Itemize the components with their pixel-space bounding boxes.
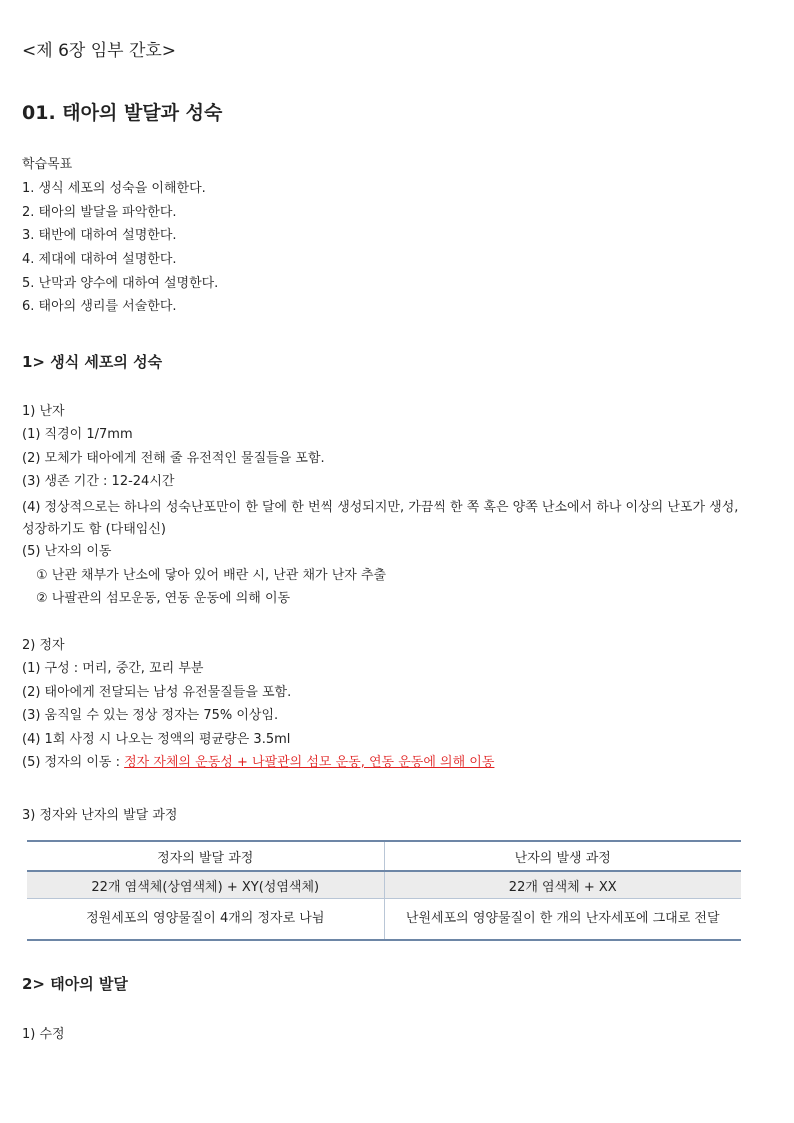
- subsection-title: 2> 태아의 발달: [22, 975, 128, 993]
- objective-item: 1. 생식 세포의 성숙을 이해한다.: [22, 181, 206, 196]
- table-cell: 22개 염색체 + XX: [384, 871, 741, 899]
- table-cell: 정원세포의 영양물질이 4개의 정자로 나뉨: [27, 899, 384, 941]
- section-title: 01. 태아의 발달과 성숙: [22, 102, 223, 124]
- table-cell: 22개 염색체(상염색체) + XY(성염색체): [27, 871, 384, 899]
- ovum-item: (1) 직경이 1/7mm: [22, 427, 133, 442]
- ovum-movement-item: ① 난관 채부가 난소에 닿아 있어 배란 시, 난관 채가 난자 추출: [36, 568, 387, 583]
- ovum-item: (3) 생존 기간 : 12-24시간: [22, 474, 175, 489]
- table-row: [27, 871, 741, 899]
- development-heading: 3) 정자와 난자의 발달 과정: [22, 808, 178, 823]
- development-table: [27, 840, 741, 941]
- fertilization-heading: 1) 수정: [22, 1027, 65, 1042]
- ovum-item: (4) 정상적으로는 하나의 성숙난포만이 한 달에 한 번씩 생성되지만, 가끔씩 한 쪽 혹은 양쪽 난소에서 하나 이상의 난포가 생성, 성장하기도 함 (다태임신): [22, 500, 739, 537]
- sperm-movement-label: (5) 정자의 이동 :: [22, 755, 125, 770]
- table-row: [27, 899, 741, 941]
- sperm-item: (1) 구성 : 머리, 중간, 꼬리 부분: [22, 661, 204, 676]
- sperm-heading: 2) 정자: [22, 638, 65, 653]
- objective-item: 3. 태반에 대하여 설명한다.: [22, 228, 177, 243]
- ovum-movement-item: ② 나팔관의 섬모운동, 연동 운동에 의해 이동: [36, 591, 291, 606]
- ovum-heading: 1) 난자: [22, 404, 65, 419]
- sperm-item: (4) 1회 사정 시 나오는 정액의 평균량은 3.5ml: [22, 732, 291, 747]
- objective-item: 6. 태아의 생리를 서술한다.: [22, 299, 177, 314]
- sperm-item: (3) 움직일 수 있는 정상 정자는 75% 이상임.: [22, 708, 279, 723]
- sperm-movement-highlight: 정자 자체의 운동성 + 나팔관의 섬모 운동, 연동 운동에 의해 이동: [124, 755, 495, 770]
- table-header-cell: 난자의 발생 과정: [384, 841, 741, 871]
- objective-item: 2. 태아의 발달을 파악한다.: [22, 205, 177, 220]
- subsection-title: 1> 생식 세포의 성숙: [22, 353, 163, 371]
- table-header-row: [27, 841, 741, 871]
- objective-item: 4. 제대에 대하여 설명한다.: [22, 252, 177, 267]
- ovum-item: (5) 난자의 이동: [22, 544, 112, 559]
- table-header-cell: 정자의 발달 과정: [27, 841, 384, 871]
- chapter-title: <제 6장 임부 간호>: [22, 41, 177, 61]
- objective-item: 5. 난막과 양수에 대하여 설명한다.: [22, 276, 219, 291]
- table-cell: 난원세포의 영양물질이 한 개의 난자세포에 그대로 전달: [405, 911, 720, 926]
- sperm-item: (2) 태아에게 전달되는 남성 유전물질들을 포함.: [22, 685, 292, 700]
- objectives-heading: 학습목표: [22, 157, 73, 172]
- sperm-movement: [22, 755, 494, 771]
- ovum-item: (2) 모체가 태아에게 전해 줄 유전적인 물질들을 포함.: [22, 451, 325, 466]
